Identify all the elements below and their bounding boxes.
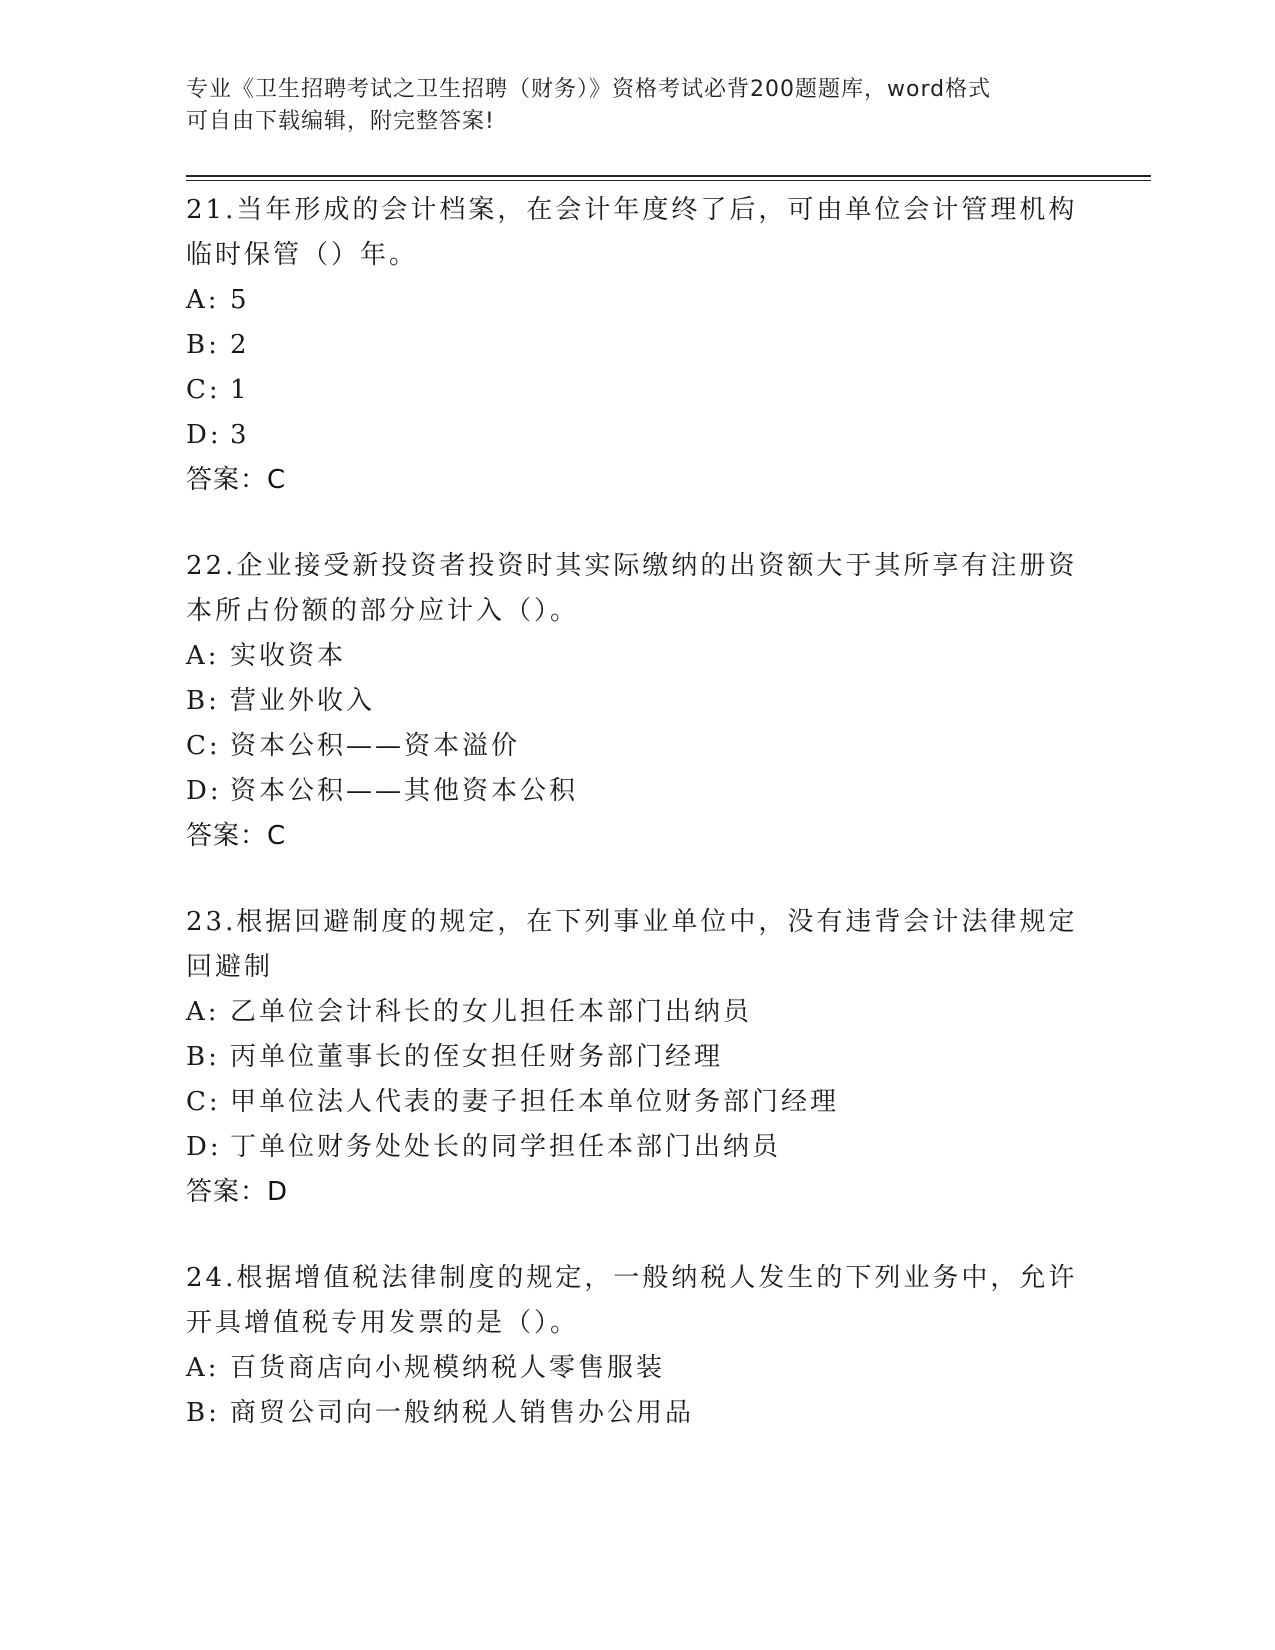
option-c <box>186 724 1086 769</box>
option-letter: A: <box>186 997 220 1027</box>
answer-line: 答案：C <box>186 465 287 495</box>
option-c <box>186 1080 1086 1125</box>
header-line-1: 专业《卫生招聘考试之卫生招聘（财务）》资格考试必背200题题库，word格式 <box>186 77 992 102</box>
option-letter: C: <box>186 731 221 761</box>
option-a <box>186 990 1086 1035</box>
option-text: 丙单位董事长的侄女担任财务部门经理 <box>230 1042 724 1072</box>
option-text: 甲单位法人代表的妻子担任本单位财务部门经理 <box>230 1087 840 1117</box>
option-a <box>186 278 1086 323</box>
option-d <box>186 1125 1086 1170</box>
option-text: 实收资本 <box>230 641 347 671</box>
option-text: 商贸公司向一般纳税人销售办公用品 <box>230 1398 695 1428</box>
option-a <box>186 1346 1086 1391</box>
option-b <box>186 1035 1086 1080</box>
option-letter: D: <box>186 420 222 450</box>
question-list <box>186 188 1086 1477</box>
question-22 <box>186 544 1086 859</box>
option-b <box>186 323 1086 368</box>
option-letter: D: <box>186 776 222 806</box>
option-a <box>186 634 1086 679</box>
option-b <box>186 1391 1086 1436</box>
header-divider-thin <box>186 180 1151 181</box>
answer-line: 答案：C <box>186 821 287 851</box>
question-24 <box>186 1256 1086 1436</box>
option-text: 丁单位财务处处长的同学担任本部门出纳员 <box>230 1132 782 1162</box>
option-letter: B: <box>186 686 220 716</box>
question-stem: 21.当年形成的会计档案，在会计年度终了后，可由单位会计管理机构临时保管（）年。 <box>186 195 1078 270</box>
question-23 <box>186 900 1086 1215</box>
option-text: 1 <box>230 375 250 405</box>
option-text: 5 <box>230 285 250 315</box>
option-letter: A: <box>186 285 220 315</box>
option-letter: A: <box>186 1353 220 1383</box>
question-21 <box>186 188 1086 503</box>
option-text: 资本公积——资本溢价 <box>230 731 521 761</box>
question-stem: 22.企业接受新投资者投资时其实际缴纳的出资额大于其所享有注册资本所占份额的部分应计入（）。 <box>186 551 1078 626</box>
option-letter: B: <box>186 1042 220 1072</box>
option-d <box>186 413 1086 458</box>
option-text: 资本公积——其他资本公积 <box>230 776 579 806</box>
question-stem: 23.根据回避制度的规定，在下列事业单位中，没有违背会计法律规定回避制 <box>186 907 1078 982</box>
option-text: 2 <box>230 330 250 360</box>
document-header <box>186 74 1086 138</box>
question-stem: 24.根据增值税法律制度的规定，一般纳税人发生的下列业务中，允许开具增值税专用发票的是（）。 <box>186 1263 1078 1338</box>
option-d <box>186 769 1086 814</box>
header-divider-thick <box>186 175 1151 177</box>
option-text: 百货商店向小规模纳税人零售服装 <box>230 1353 666 1383</box>
option-letter: B: <box>186 330 220 360</box>
option-letter: B: <box>186 1398 220 1428</box>
option-letter: D: <box>186 1132 222 1162</box>
answer-line: 答案：D <box>186 1177 289 1207</box>
option-letter: C: <box>186 375 221 405</box>
option-text: 乙单位会计科长的女儿担任本部门出纳员 <box>230 997 753 1027</box>
option-b <box>186 679 1086 724</box>
option-c <box>186 368 1086 413</box>
option-text: 3 <box>230 420 250 450</box>
option-letter: A: <box>186 641 220 671</box>
option-text: 营业外收入 <box>230 686 376 716</box>
header-line-2: 可自由下载编辑，附完整答案! <box>186 109 495 134</box>
option-letter: C: <box>186 1087 221 1117</box>
